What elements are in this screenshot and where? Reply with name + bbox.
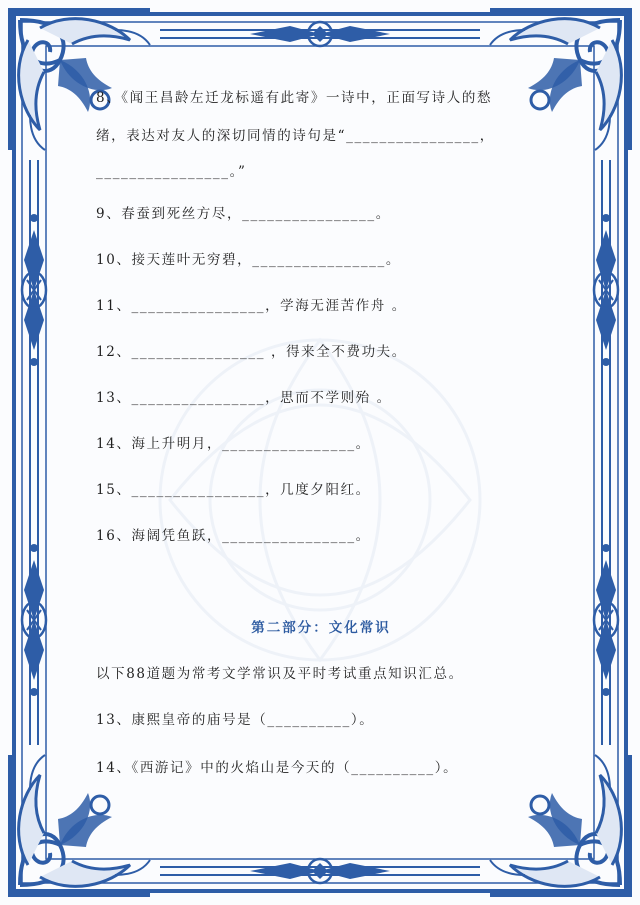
question-15: 15、________________，几度夕阳红。 xyxy=(96,482,371,498)
question-9: 9、春蚕到死丝方尽，________________。 xyxy=(96,206,391,222)
culture-question-13: 13、康熙皇帝的庙号是（__________）。 xyxy=(96,712,375,728)
question-14: 14、海上升明月，________________。 xyxy=(96,436,371,452)
section-intro: 以下88道题为常考文学常识及平时考试重点知识汇总。 xyxy=(96,666,464,682)
question-8-line-2: 绪，表达对友人的深切同情的诗句是“________________， xyxy=(96,128,495,144)
question-12: 12、________________ ，得来全不费功夫。 xyxy=(96,344,407,360)
question-11: 11、________________，学海无涯苦作舟 。 xyxy=(96,298,407,314)
question-10: 10、接天莲叶无穷碧，________________。 xyxy=(96,252,401,268)
culture-question-14: 14、《西游记》中的火焰山是今天的（__________）。 xyxy=(96,760,459,776)
question-13: 13、________________，思而不学则殆 。 xyxy=(96,390,392,406)
question-8-line-1: 8、《闻王昌龄左迁龙标遥有此寄》一诗中，正面写诗人的愁 xyxy=(96,90,493,106)
section-title: 第二部分：文化常识 xyxy=(251,620,391,636)
question-8-line-3: ________________。” xyxy=(96,164,247,180)
question-16: 16、海阔凭鱼跃，________________。 xyxy=(96,528,371,544)
